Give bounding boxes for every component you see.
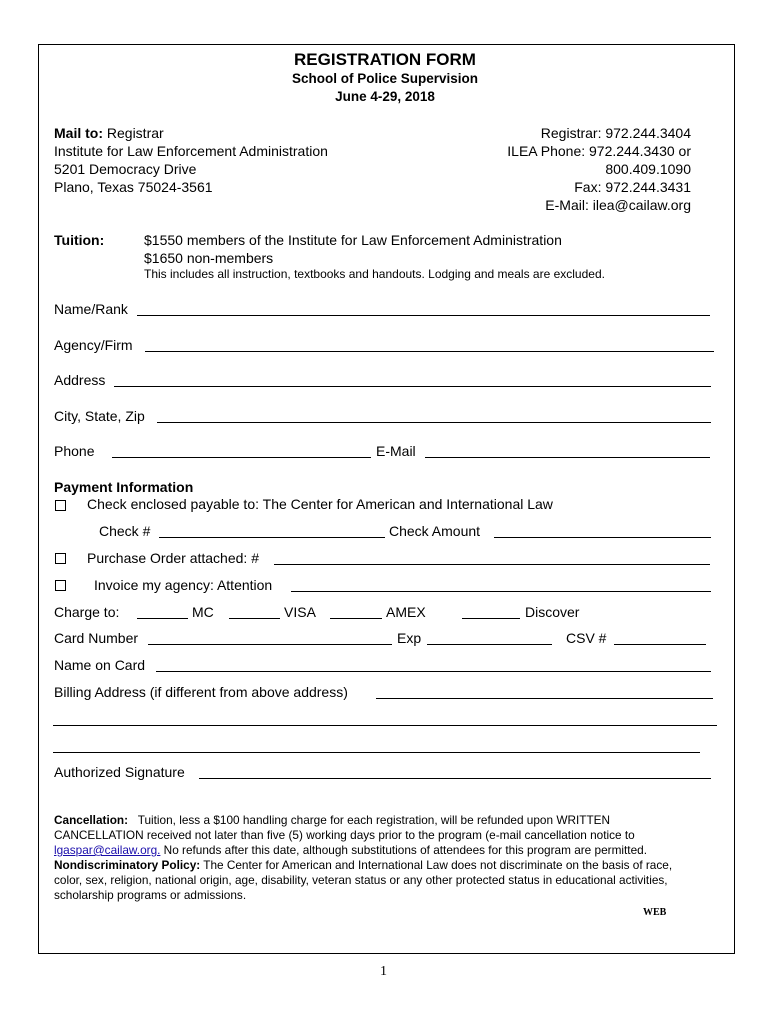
discover-label: Discover (525, 604, 580, 620)
amex-label: AMEX (386, 604, 426, 620)
check-enclosed-checkbox[interactable] (55, 500, 66, 511)
nondisc-label: Nondiscriminatory Policy: (54, 858, 201, 872)
ilea-phone: ILEA Phone: 972.244.3430 or (507, 143, 691, 159)
nondisc-line1 (54, 858, 672, 873)
invoice-attention-field[interactable] (291, 579, 711, 592)
cancellation-line2: CANCELLATION received not later than five (5) working days prior to the program (e-mail cancellation notice to (54, 828, 635, 842)
nondisc-line2: color, sex, religion, national origin, age, disability, veteran status or any other protected status in educational activities, (54, 873, 668, 887)
agency-label: Agency/Firm (54, 337, 133, 353)
tuition-note: This includes all instruction, textbooks and handouts. Lodging and meals are excluded. (144, 267, 605, 281)
exp-field[interactable] (427, 632, 552, 645)
billing-address-line3[interactable] (53, 740, 700, 753)
name-rank-field[interactable] (137, 303, 710, 316)
card-number-label: Card Number (54, 630, 139, 646)
email-label: E-Mail (376, 443, 416, 459)
nondisc-text1: The Center for American and International Law does not discriminate on the basis of race, (200, 858, 673, 872)
name-on-card-field[interactable] (156, 659, 711, 672)
phone-field[interactable] (112, 445, 371, 458)
check-number-label: Check # (99, 523, 151, 539)
form-title: REGISTRATION FORM (294, 50, 476, 69)
cancellation-label: Cancellation: (54, 813, 129, 827)
signature-field[interactable] (199, 766, 711, 779)
mail-to-line2: Institute for Law Enforcement Administration (54, 143, 328, 159)
purchase-order-field[interactable] (274, 552, 710, 565)
csv-field[interactable] (614, 632, 706, 645)
nondisc-line3: scholarship programs or admissions. (54, 888, 247, 902)
signature-label: Authorized Signature (54, 764, 185, 780)
mc-field[interactable] (137, 606, 188, 619)
check-amount-label: Check Amount (389, 523, 481, 539)
registrar-phone: Registrar: 972.244.3404 (540, 125, 691, 141)
exp-label: Exp (397, 630, 422, 646)
check-number-field[interactable] (159, 525, 385, 538)
mail-to-line1 (54, 125, 164, 141)
tuition-members: $1550 members of the Institute for Law Enforcement Administration (144, 232, 562, 248)
invoice-checkbox[interactable] (55, 580, 66, 591)
card-number-field[interactable] (148, 632, 392, 645)
amex-field[interactable] (330, 606, 382, 619)
phone-label: Phone (54, 443, 95, 459)
mail-to-line3: 5201 Democracy Drive (54, 161, 197, 177)
mc-label: MC (192, 604, 214, 620)
cancellation-text3: No refunds after this date, although substitutions of attendees for this program are permitted. (160, 843, 647, 857)
cancellation-email-link[interactable]: lgaspar@cailaw.org. (54, 843, 161, 857)
mail-to-label: Mail to: (54, 125, 103, 141)
address-field[interactable] (114, 374, 711, 387)
payment-heading: Payment Information (54, 479, 194, 495)
purchase-order-checkbox[interactable] (55, 553, 66, 564)
visa-field[interactable] (229, 606, 280, 619)
billing-address-field[interactable] (376, 686, 713, 699)
discover-field[interactable] (462, 606, 520, 619)
cancellation-line3 (54, 843, 647, 858)
mail-to-registrar: Registrar (106, 125, 164, 141)
tuition-label: Tuition: (54, 232, 105, 248)
city-state-zip-label: City, State, Zip (54, 408, 145, 424)
agency-field[interactable] (145, 339, 714, 352)
cancellation-line1 (54, 813, 610, 828)
purchase-order-label: Purchase Order attached: # (87, 550, 259, 566)
tuition-non-members: $1650 non-members (144, 250, 274, 266)
name-on-card-label: Name on Card (54, 657, 146, 673)
visa-label: VISA (284, 604, 316, 620)
contact-email: E-Mail: ilea@cailaw.org (545, 197, 691, 213)
program-name: School of Police Supervision (291, 71, 479, 86)
name-rank-label: Name/Rank (54, 301, 128, 317)
web-code: WEB (643, 907, 667, 918)
csv-label: CSV # (566, 630, 607, 646)
address-label: Address (54, 372, 106, 388)
mail-to-line4: Plano, Texas 75024-3561 (54, 179, 213, 195)
program-dates: June 4-29, 2018 (335, 89, 435, 104)
email-field[interactable] (425, 445, 710, 458)
fax-number: Fax: 972.244.3431 (574, 179, 691, 195)
check-amount-field[interactable] (494, 525, 711, 538)
check-enclosed-label: Check enclosed payable to: The Center for American and International Law (87, 496, 553, 512)
billing-address-line2[interactable] (53, 713, 717, 726)
alt-phone: 800.409.1090 (605, 161, 691, 177)
billing-address-label: Billing Address (if different from above address) (54, 684, 348, 700)
cancellation-text1: Tuition, less a $100 handling charge for each registration, will be refunded upon WRITTEN (137, 813, 611, 827)
page-number: 1 (380, 964, 387, 979)
invoice-label: Invoice my agency: Attention (94, 577, 273, 593)
charge-to-label: Charge to: (54, 604, 120, 620)
city-state-zip-field[interactable] (157, 410, 711, 423)
